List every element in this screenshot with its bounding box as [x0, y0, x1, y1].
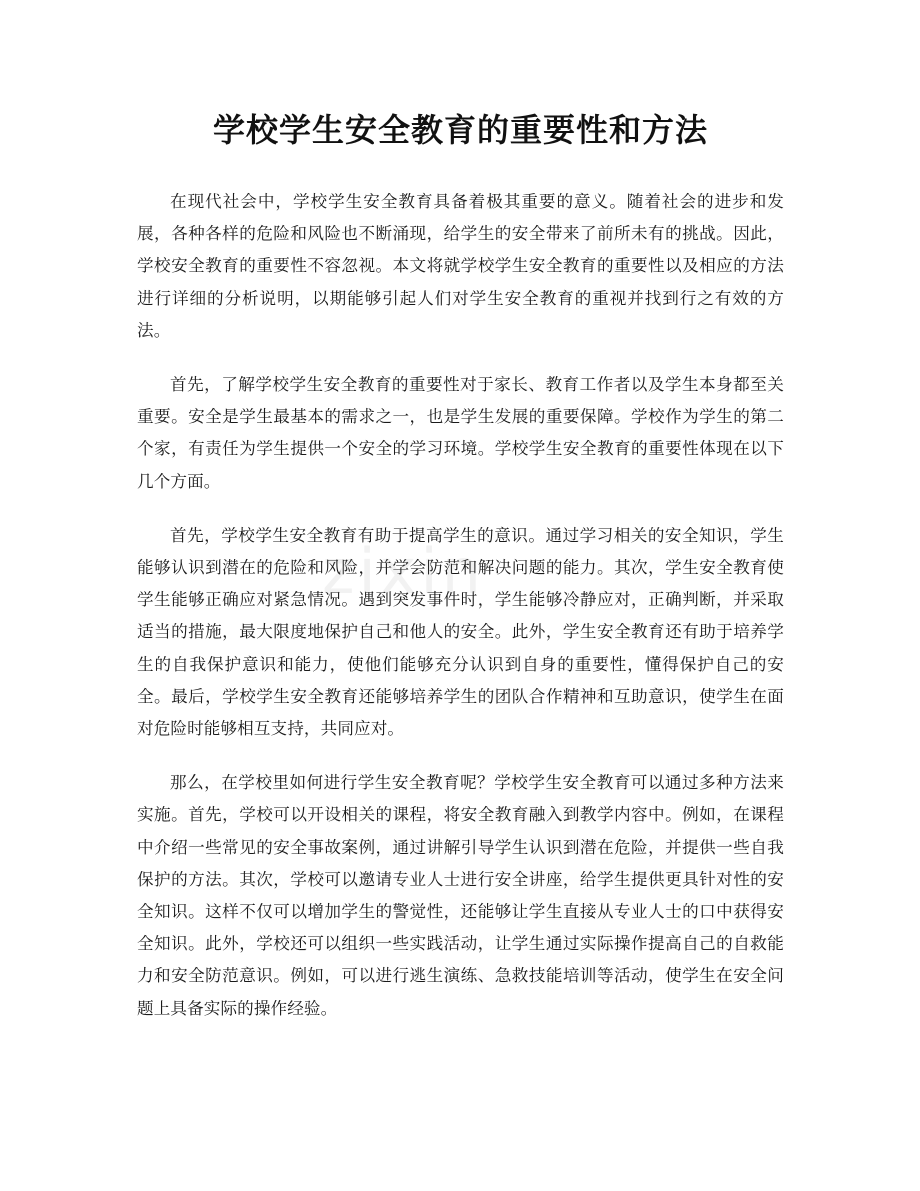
watermark: zixin [322, 535, 485, 608]
page-title: 学校学生安全教育的重要性和方法 [212, 111, 708, 149]
paragraph-3: 首先，学校学生安全教育有助于提高学生的意识。通过学习相关的安全知识，学生能够认识到潜在的危险和风险，并学会防范和解决问题的能力。其次，学生安全教育使学生能够正确应对紧急情况。遇到突发事件时，学生能够冷静应对，正确判断，并采取适当的措施，最大限度地保护自己和他人的安全。此外，学生安全教育还有助于培养学生的自我保护意识和能力，使他们能够充分认识到自身的重要性，懂得保护自己的安全。最后，学校学生安全教育还能够培养学生的团队合作精神和互助意识，使学生在面对危险时能够相互支持，共同应对。 [137, 525, 784, 739]
paragraph-4: 那么，在学校里如何进行学生安全教育呢？学校学生安全教育可以通过多种方法来实施。首先，学校可以开设相关的课程，将安全教育融入到教学内容中。例如，在课程中介绍一些常见的安全事故案例，通过讲解引导学生认识到潜在危险，并提供一些自我保护的方法。其次，学校可以邀请专业人士进行安全讲座，给学生提供更具针对性的安全知识。这样不仅可以增加学生的警觉性，还能够让学生直接从专业人士的口中获得安全知识。此外，学校还可以组织一些实践活动，让学生通过实际操作提高自己的自救能力和安全防范意识。例如，可以进行逃生演练、急救技能培训等活动，使学生在安全问题上具备实际的操作经验。 [137, 773, 784, 1018]
paragraph-2: 首先，了解学校学生安全教育的重要性对于家长、教育工作者以及学生本身都至关重要。安全是学生最基本的需求之一，也是学生发展的重要保障。学校作为学生的第二个家，有责任为学生提供一个安全的学习环境。学校学生安全教育的重要性体现在以下几个方面。 [137, 375, 784, 491]
paragraph-1: 在现代社会中，学校学生安全教育具备着极其重要的意义。随着社会的进步和发展，各种各样的危险和风险也不断涌现，给学生的安全带来了前所未有的挑战。因此，学校安全教育的重要性不容忽视。本文将就学校学生安全教育的重要性以及相应的方法进行详细的分析说明，以期能够引起人们对学生安全教育的重视并找到行之有效的方法。 [137, 192, 784, 340]
